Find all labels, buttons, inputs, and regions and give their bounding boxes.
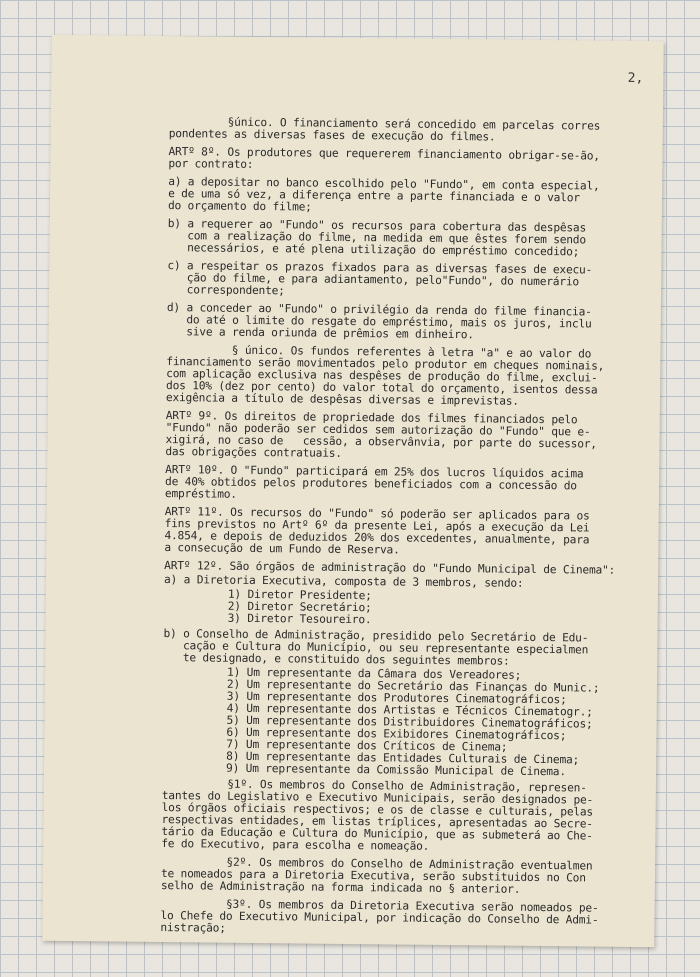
item-c-respeitar: c) a respeitar os prazos fixados para as diversas fases de execu- ção do filme, e para adiantamento, pelo"Fundo", do numerário correspondente; (167, 259, 593, 298)
document-body (160, 116, 663, 945)
page-number: 2, (627, 70, 644, 87)
paragraph-unico-financiamento: §único. O financiamento será concedido em parcelas corres pondentes as diversas fases de execução do filmes. (168, 115, 601, 144)
item-d-conceder: d) a conceder ao "Fundo" o privilégio da renda do filme financia- do até o limite do resgate do empréstimo, mais os juros, inclu sive a renda oriunda de prêmios em dinheiro. (166, 301, 592, 342)
list-item: 8) Um representante das Entidades Culturais de Cinema; (226, 749, 580, 767)
list-item: 3) Diretor Tesoureiro. (227, 611, 372, 627)
document-page (42, 35, 663, 947)
item-b-requerer: b) a requerer ao "Fundo" os recursos para cobertura das despêsas com a realização do filme, na medida em que êstes forem sendo necessários, e até plena utilização do empréstimo concedido; (167, 217, 587, 259)
list-item: 6) Um representante dos Exibidores Cinematográficos; (226, 725, 567, 743)
paragraph-art-11: ARTº 11º. Os recursos do "Fundo" só poderão ser aplicados para os fins previstos no Artº 6º da presente Lei, após a execução da Lei 4.854, e depois de deduzidos 20% dos excedentes, anualmente, para a consecução de um Fundo de Reserva. (164, 505, 590, 557)
paragraph-par-3: §3º. Os membros da Diretoria Executiva serão nomeados pe- lo Chefe do Executivo Municipal, por indicação do Conselho de Admi- nistração; (160, 897, 599, 935)
item-b-conselho: b) o Conselho de Administração, presidido pelo Secretário de Edu- cação e Cultura do Município, ou seu representante especialmen te designado, e constituido dos seguintes membros: (163, 627, 589, 668)
paragraph-art-8: ARTº 8º. Os produtores que requererem financiamento obrigar-se-ão, por contrato: (168, 145, 600, 171)
item-a-depositar: a) a depositar no banco escolhido pelo "Fundo", em conta especial, e de uma só vez, a diferença entre a parte financiada e o valor do orçamento do filme; (167, 175, 600, 214)
list-conselho (162, 666, 663, 779)
list-item: 1) Um representante da Câmara dos Vereadores; (227, 665, 522, 682)
list-item: 2) Diretor Secretário; (227, 599, 372, 615)
list-diretoria (164, 588, 664, 629)
paragraph-par-1: §1º. Os membros do Conselho de Administração, represen- tantes do Legislativo e Executivo Municipais, serão designados pe- los órgãos oficiais respectivos; e os de classe e culturais, pelas respectivas entidades, em listas tríplices, apresentadas ao Secre- tário da Educação e Cultura do Município, que as submeterá ao Che- fe do Executivo, para escolha e nomeação. (161, 777, 594, 853)
list-item: 2) Um representante do Secretário das Finanças do Munic.; (226, 677, 600, 695)
paragraph-unico-fundos: § único. Os fundos referentes à letra "a" e ao valor do financiamento serão movimentados pelo produtor em cheques nominais, com aplicação exclusiva nas despêses de produção do filme, exclui- dos 10% (dez por cento) do valor total do orçamento, isentos dessa exigência a título de despêsas diversas e imprevistas. (165, 343, 605, 408)
item-a-diretoria: a) a Diretoria Executiva, composta de 3 membros, sendo: (163, 573, 524, 590)
list-item: 3) Um representante dos Produtores Cinematográficos; (226, 689, 567, 707)
list-item: 1) Diretor Presidente; (227, 587, 372, 603)
paragraph-art-10: ARTº 10º. O "Fundo" participará em 25% dos lucros líquidos acima de 40% obtidos pelos produtores beneficiados com a concessão do empréstimo. (164, 463, 584, 501)
list-item: 7) Um representante dos Críticos de Cinema; (226, 737, 508, 754)
list-item: 4) Um representante dos Artistas e Técnicos Cinematogr.; (226, 701, 593, 719)
paragraph-par-2: §2º. Os membros do Conselho de Administração eventualmen te nomeados para a Diretoria Executiva, serão substituidos no Con selho de Administração na forma indicada no § anterior. (160, 855, 593, 896)
list-item: 9) Um representante da Comissão Municipal de Cinema. (226, 761, 566, 779)
list-item: 5) Um representante dos Distribuidores Cinematográficos; (226, 713, 593, 731)
paragraph-art-9: ARTº 9º. Os direitos de propriedade dos filmes financiados pelo "Fundo" não poderão ser cedidos sem autorização do "Fundo" que e- xigirá, no caso de cessão, a observânvia, por parte do sucessor, das obrigações contratuais. (165, 409, 597, 460)
paragraph-art-12: ARTº 12º. São órgãos de administração do "Fundo Municipal de Cinema": (164, 559, 616, 577)
